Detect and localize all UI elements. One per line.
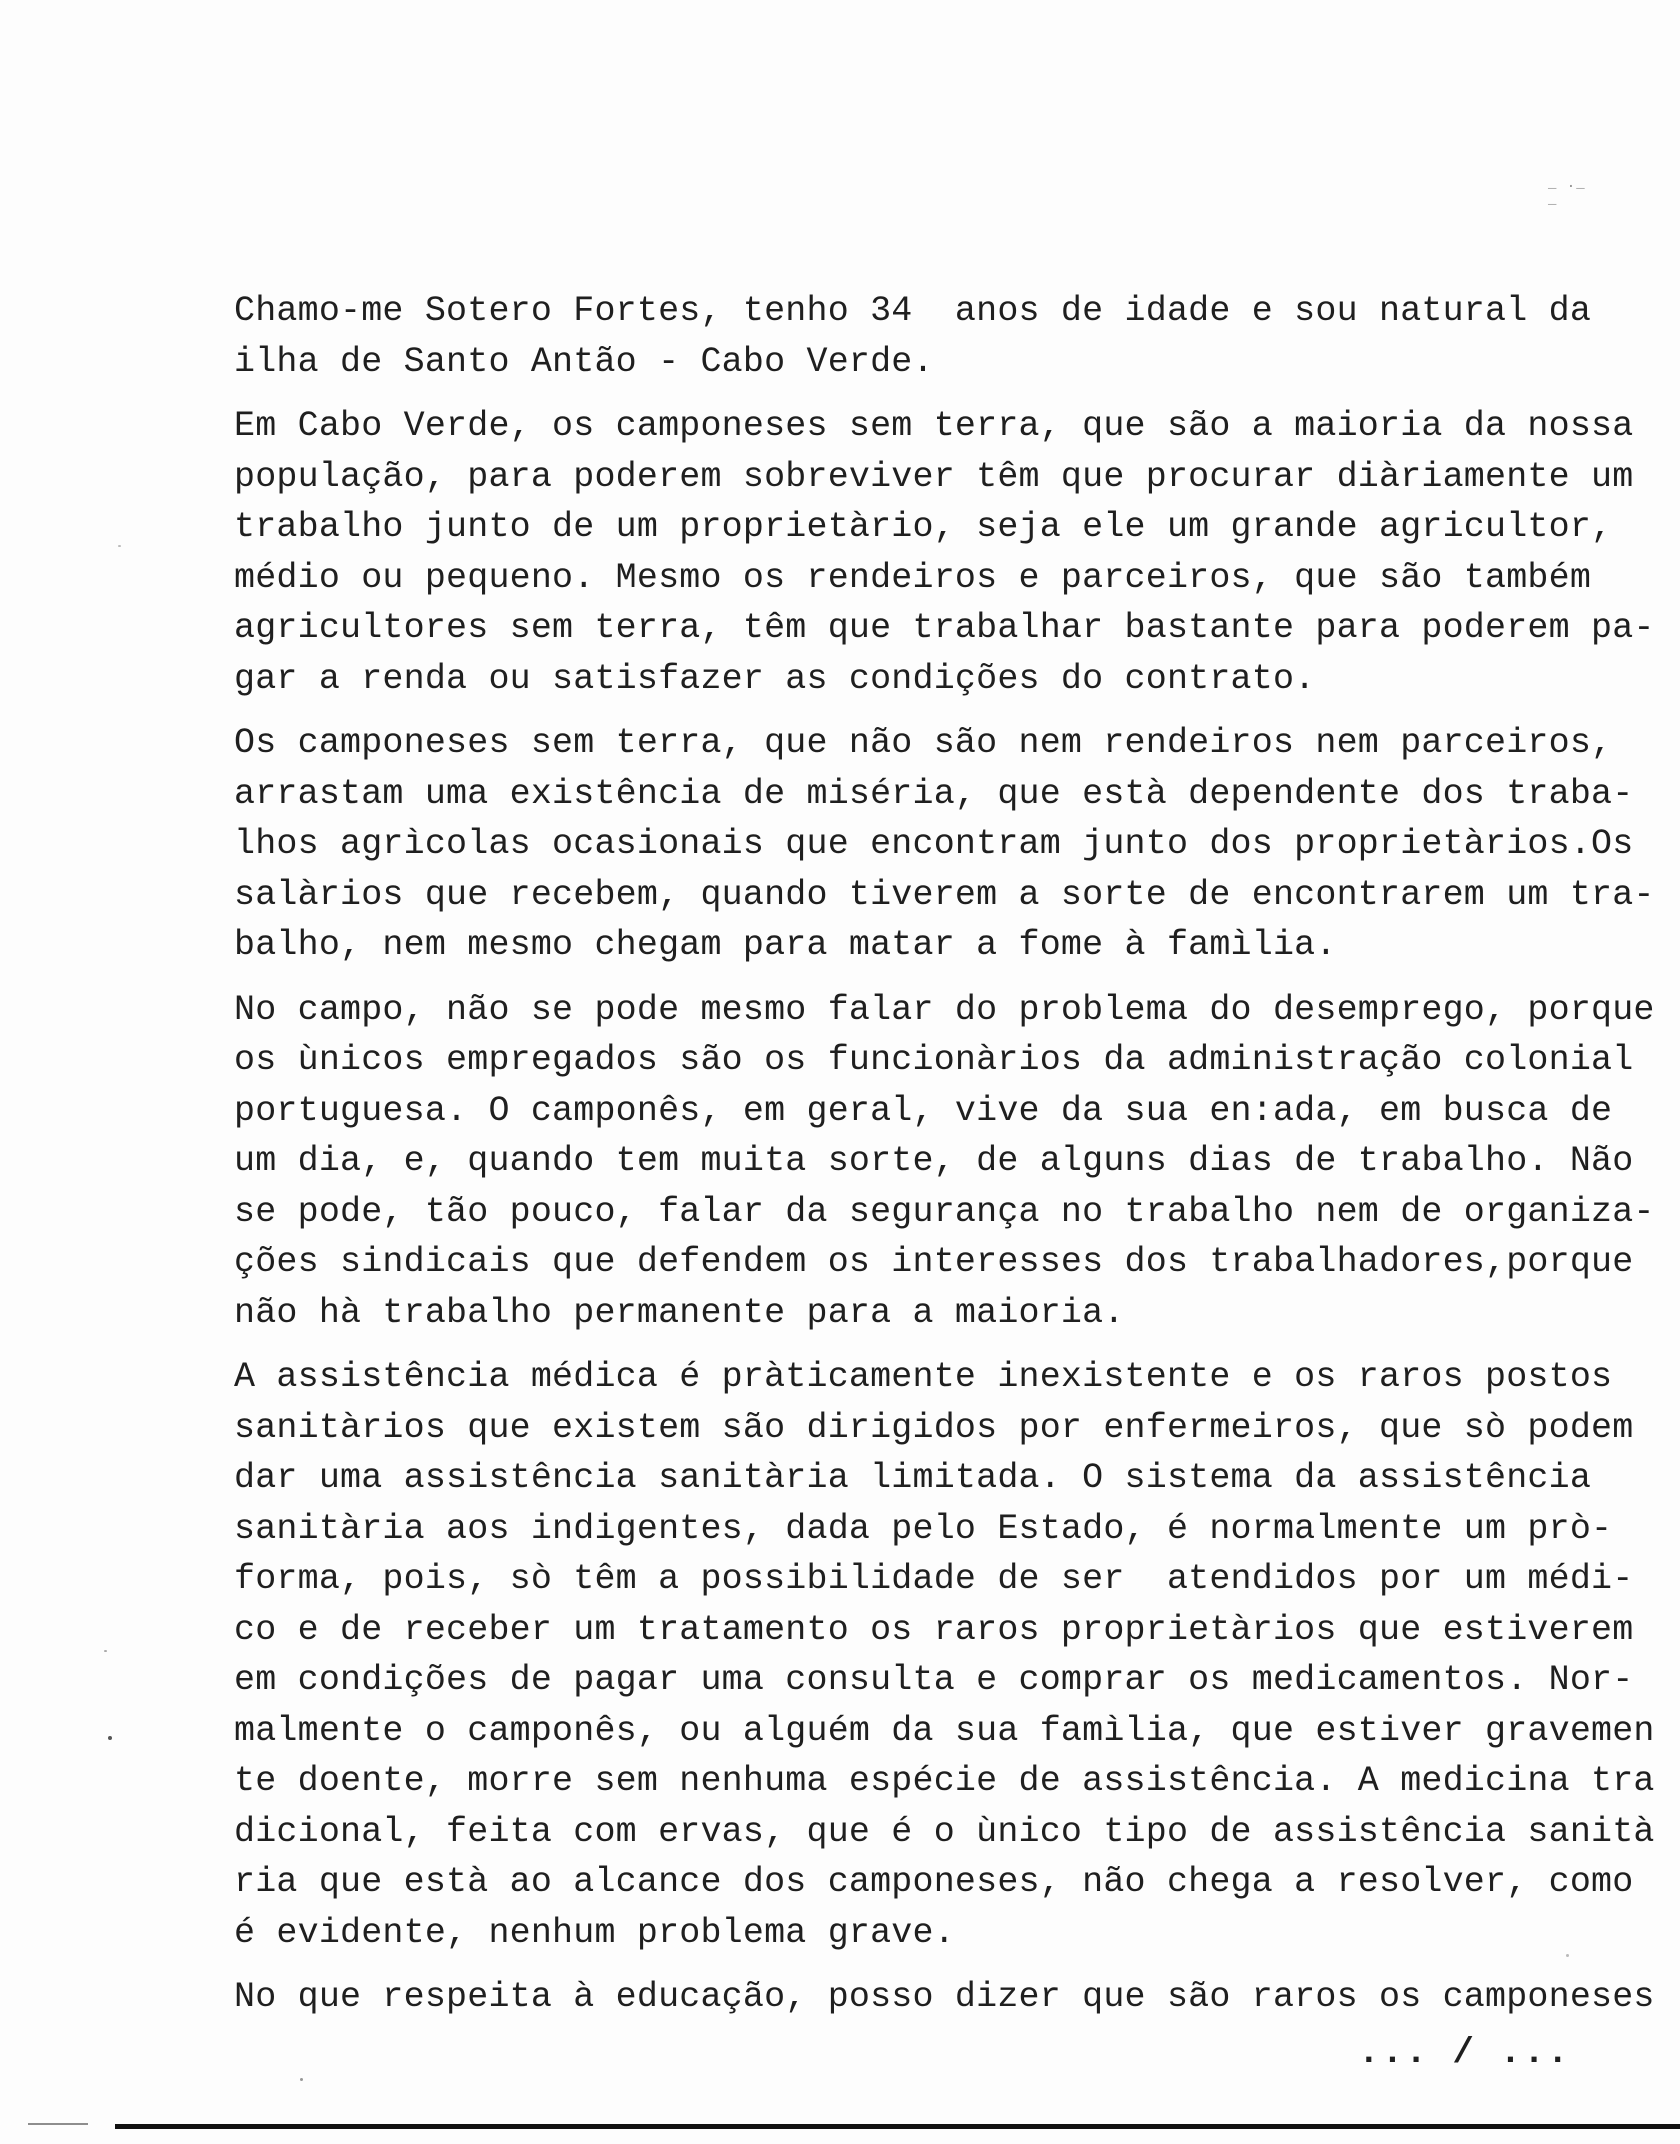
text-line: ções sindicais que defendem os interesses dos trabalhadores,porque — [234, 1242, 1634, 1282]
text-line: No campo, não se pode mesmo falar do problema do desemprego, porque — [234, 989, 1655, 1030]
text-line: dar uma assistência sanitària limitada. O sistema da assistência — [234, 1458, 1592, 1498]
text-line: não hà trabalho permanente para a maioria. — [234, 1292, 1125, 1333]
paragraph-introduction — [234, 286, 1614, 387]
text-line: Chamo-me Sotero Fortes, tenho 34 anos de idade e sou natural da — [234, 291, 1592, 331]
paragraph-landless-peasants — [234, 401, 1655, 704]
corner-smudge: _ ._ _ — [1548, 176, 1586, 208]
text-line: um dia, e, quando tem muita sorte, de alguns dias de trabalho. Não — [234, 1141, 1634, 1181]
page-edge-line — [115, 2124, 1680, 2129]
text-line: sanitària aos indigentes, dada pelo Estado, é normalmente um prò- — [234, 1508, 1613, 1549]
page-edge-line-left — [28, 2123, 88, 2125]
text-line: portuguesa. O camponês, em geral, vive da sua en:ada, em busca de — [234, 1090, 1613, 1131]
text-line: Em Cabo Verde, os camponeses sem terra, que são a maioria da nossa — [234, 406, 1634, 446]
ink-speck — [108, 1736, 112, 1740]
ink-speck — [300, 2078, 303, 2081]
ink-speck — [1566, 1954, 1569, 1957]
paragraph-unemployment — [234, 985, 1655, 1339]
paragraph-education — [234, 1972, 1655, 2023]
text-line: agricultores sem terra, têm que trabalhar bastante para poderem pa- — [234, 608, 1655, 648]
text-line: se pode, tão pouco, falar da segurança no trabalho nem de organiza- — [234, 1191, 1655, 1232]
paragraph-misery — [234, 718, 1655, 971]
paragraph-medical-assistance — [234, 1352, 1655, 1958]
text-line: sanitàrios que existem são dirigidos por enfermeiros, que sò podem — [234, 1407, 1634, 1448]
text-line: médio ou pequeno. Mesmo os rendeiros e parceiros, que são também — [234, 557, 1592, 598]
text-line: malmente o camponês, ou alguém da sua famìlia, que estiver gravemen — [234, 1710, 1655, 1751]
text-line: arrastam uma existência de miséria, que està dependente dos traba- — [234, 773, 1634, 814]
continuation-marker: ... / ... — [1358, 2032, 1571, 2073]
text-line: salàrios que recebem, quando tiverem a sorte de encontrarem um tra- — [234, 874, 1655, 915]
text-line: A assistência médica é pràticamente inexistente e os raros postos — [234, 1357, 1613, 1397]
text-line: co e de receber um tratamento os raros proprietàrios que estiverem — [234, 1609, 1634, 1650]
text-line: trabalho junto de um proprietàrio, seja ele um grande agricultor, — [234, 507, 1613, 547]
text-line: dicional, feita com ervas, que é o ùnico tipo de assistência sanità — [234, 1811, 1655, 1852]
text-line: em condições de pagar uma consulta e comprar os medicamentos. Nor- — [234, 1660, 1634, 1700]
text-line: ria que està ao alcance dos camponeses, não chega a resolver, como — [234, 1862, 1634, 1902]
text-line: Os camponeses sem terra, que não são nem rendeiros nem parceiros, — [234, 723, 1613, 763]
ink-speck — [118, 545, 121, 547]
text-line: os ùnicos empregados são os funcionàrios da administração colonial — [234, 1040, 1634, 1080]
text-line: é evidente, nenhum problema grave. — [234, 1912, 955, 1953]
text-line: população, para poderem sobreviver têm que procurar diàriamente um — [234, 456, 1634, 497]
text-line: forma, pois, sò têm a possibilidade de ser atendidos por um médi- — [234, 1559, 1634, 1599]
body-text — [234, 286, 1655, 2037]
text-line: No que respeita à educação, posso dizer que são raros os camponeses — [234, 1977, 1655, 2017]
text-line: te doente, morre sem nenhuma espécie de assistência. A medicina tra — [234, 1761, 1655, 1801]
text-line: lhos agrìcolas ocasionais que encontram junto dos proprietàrios.Os — [234, 824, 1634, 864]
ink-speck — [104, 1650, 107, 1652]
text-line: balho, nem mesmo chegam para matar a fome à famìlia. — [234, 925, 1337, 965]
text-line: ilha de Santo Antão - Cabo Verde. — [234, 341, 934, 382]
text-line: gar a renda ou satisfazer as condições do contrato. — [234, 658, 1316, 699]
